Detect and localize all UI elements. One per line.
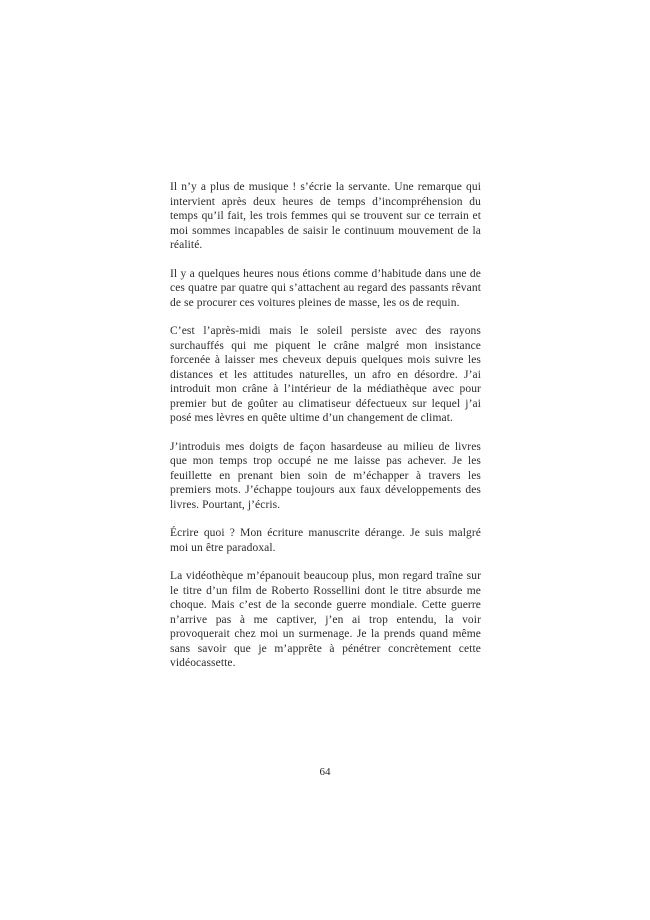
paragraph-1: Il n’y a plus de musique ! s’écrie la servante. Une remarque qui intervient après deux heures de temps d’incompréhension du temps qu’il fait, les trois femmes qui se trouvent sur ce terrain et moi sommes incapables de saisir le continuum mouvement de la réalité. <box>170 181 481 251</box>
paragraph-4: J’introduis mes doigts de façon hasardeuse au milieu de livres que mon temps trop occupé ne me laisse pas achever. Je les feuillette en prenant bien soin de m’échapper à travers les premiers mots. J’échappe toujours aux faux développements des livres. Pourtant, j’écris. <box>170 440 481 511</box>
page-number: 64 <box>319 766 331 778</box>
paragraph-5: Écrire quoi ? Mon écriture manuscrite dérange. Je suis malgré moi un être paradoxal. <box>170 527 481 554</box>
text-block <box>170 180 481 685</box>
paragraph-3: C’est l’après-midi mais le soleil persiste avec des rayons surchauffés qui me piquent le crâne malgré mon insistance forcenée à laisser mes cheveux depuis quelques mois suivre les distances et les attitudes naturelles, un afro en désordre. J’ai introduit mon crâne à l’intérieur de la médiathèque avec pour premier but de goûter au climatiseur défectueux sur lequel j’ai posé mes lèvres en quête ultime d’un changement de climat. <box>170 325 481 424</box>
paragraph-2: Il y a quelques heures nous étions comme d’habitude dans une de ces quatre par quatre qui s’attachent au regard des passants rêvant de se procurer ces voitures pleines de masse, les os de requin. <box>170 267 481 309</box>
paragraph-6: La vidéothèque m’épanouit beaucoup plus, mon regard traîne sur le titre d’un film de Roberto Rossellini dont le titre absurde me choque. Mais c’est de la seconde guerre mondiale. Cette guerre n’arrive pas à me captiver, j’en ai trop entendu, la voir provoquerait chez moi un surmenage. Je la prends quand même sans savoir que je m’apprête à pénétrer concrètement cette vidéocassette. <box>170 570 481 669</box>
